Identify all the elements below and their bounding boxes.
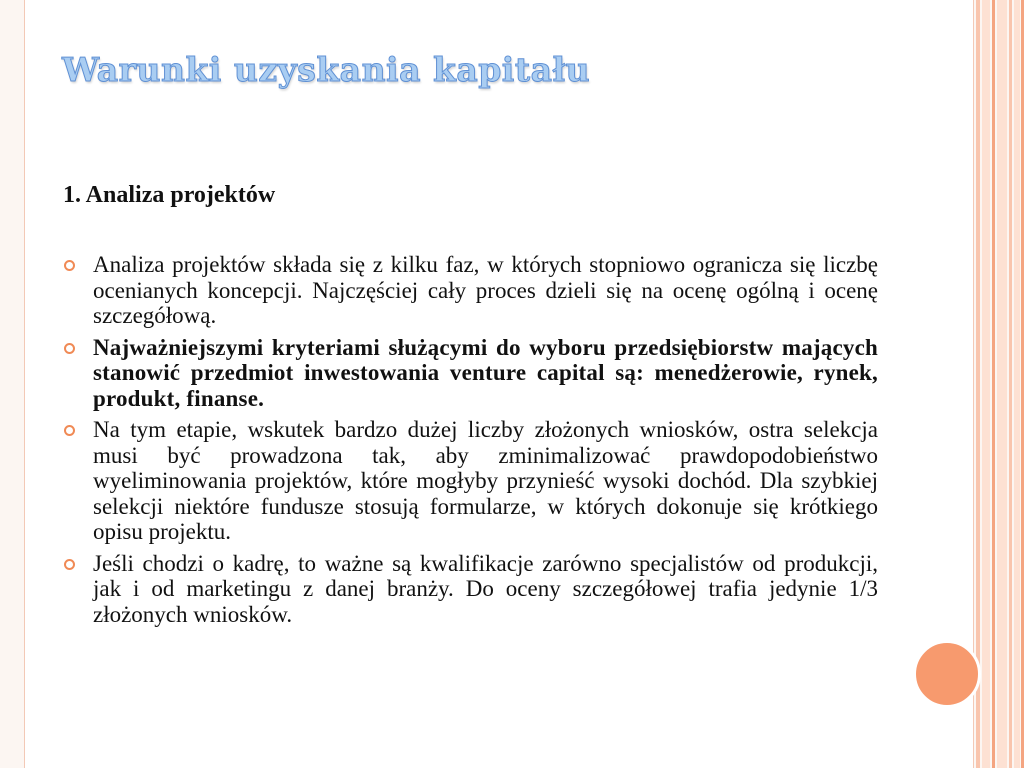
bullet-item bbox=[63, 252, 878, 329]
slide-title: Warunki uzyskania kapitału bbox=[62, 50, 591, 89]
stripe-4 bbox=[997, 0, 1007, 768]
orange-circle-icon bbox=[913, 640, 981, 708]
section-heading: 1. Analiza projektów bbox=[63, 182, 276, 208]
decorative-stripes bbox=[976, 0, 1024, 768]
bullet-text: Na tym etapie, wskutek bardzo dużej liczby złożonych wniosków, ostra selekcja musi być prowadzona tak, aby zminimalizować prawdopodobieństwo wyeliminowania projektów, które mogłyby przynieść wysoki dochód. Dla szybkiej selekcji niektóre fundusze stosują formularze, w których dokonuje się krótkiego opisu projektu. bbox=[93, 417, 878, 544]
bullet-text: Analiza projektów składa się z kilku faz, w których stopniowo ogranicza się liczbę ocenianych koncepcji. Najczęściej cały proces dzieli się na ocenę ogólną i ocenę szczegółową. bbox=[93, 252, 878, 328]
bullet-text: Najważniejszymi kryteriami służącymi do wyboru przedsiębiorstw mających stanowić przedmiot inwestowania venture capital są: menedżerowie, rynek, produkt, finanse. bbox=[93, 334, 878, 411]
stripe-1 bbox=[976, 0, 980, 768]
bullet-item bbox=[63, 335, 878, 412]
hollow-circle-bullet-icon bbox=[64, 260, 75, 271]
bullet-item bbox=[63, 417, 878, 545]
hollow-circle-bullet-icon bbox=[64, 343, 75, 354]
stripe-5 bbox=[1009, 0, 1012, 768]
bullet-list bbox=[63, 252, 878, 633]
stripe-2 bbox=[982, 0, 990, 768]
stripe-6 bbox=[1014, 0, 1020, 768]
hollow-circle-bullet-icon bbox=[64, 425, 75, 436]
hollow-circle-bullet-icon bbox=[64, 559, 75, 570]
bullet-text: Jeśli chodzi o kadrę, to ważne są kwalifikacje zarówno specjalistów od produkcji, jak i od marketingu z danej branży. Do oceny szczegółowej trafia jedynie 1/3 złożonych wniosków. bbox=[93, 550, 878, 627]
bullet-item bbox=[63, 551, 878, 628]
stripe-3 bbox=[992, 0, 995, 768]
